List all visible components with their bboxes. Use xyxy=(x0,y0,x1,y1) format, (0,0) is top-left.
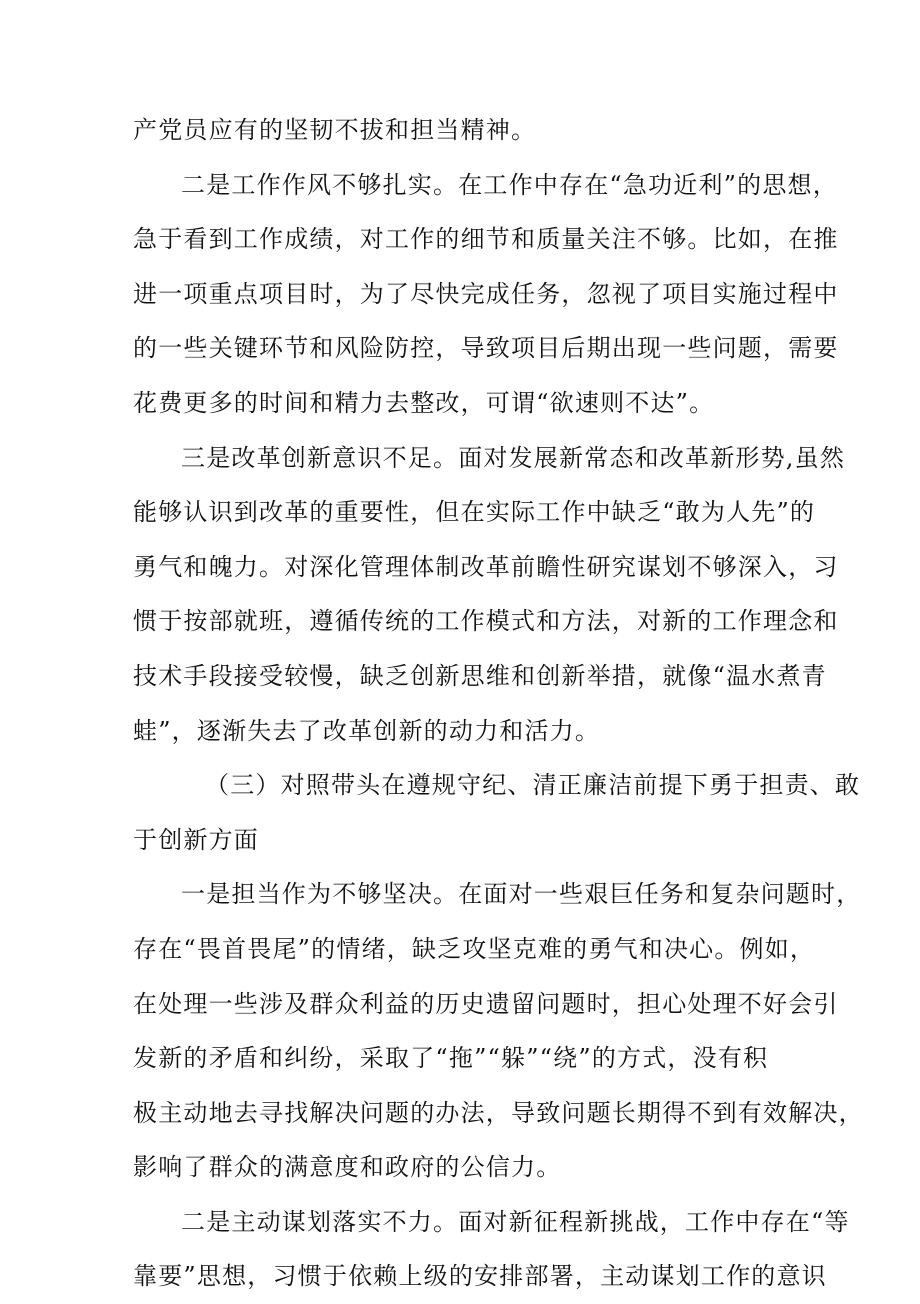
text-line: 蛙”，逐渐失去了改革创新的动力和活力。 xyxy=(133,716,601,745)
text-line: 技术手段接受较慢，缺乏创新思维和创新举措，就像“温水煮青 xyxy=(133,661,827,690)
text-line: 急于看到工作成绩，对工作的细节和质量关注不够。比如，在推 xyxy=(133,225,839,254)
text-line: 一是担当作为不够坚决。在面对一些艰巨任务和复杂问题时， xyxy=(181,880,862,909)
text-line: 三是改革创新意识不足。面对发展新常态和改革新形势,虽然 xyxy=(181,443,846,472)
section-heading-continued: 于创新方面 xyxy=(133,825,259,854)
text-line: 花费更多的时间和精力去整改，可谓“欲速则不达”。 xyxy=(133,388,715,417)
text-line: 进一项重点项目时，为了尽快完成任务，忽视了项目实施过程中 xyxy=(133,279,839,308)
text-line: 产党员应有的坚韧不拔和担当精神。 xyxy=(133,116,537,144)
text-line: 靠要”思想，习惯于依赖上级的安排部署，主动谋划工作的意识 xyxy=(133,1262,827,1291)
text-line: 存在“畏首畏尾”的情绪，缺乏攻坚克难的勇气和决心。例如， xyxy=(133,934,816,963)
text-line: 勇气和魄力。对深化管理体制改革前瞻性研究谋划不够深入，习 xyxy=(133,552,839,581)
text-line: 能够认识到改革的重要性，但在实际工作中缺乏“敢为人先”的 xyxy=(133,498,816,527)
document-body xyxy=(133,103,864,1304)
text-line: 的一些关键环节和风险防控，导致项目后期出现一些问题，需要 xyxy=(133,334,839,363)
text-line: 影响了群众的满意度和政府的公信力。 xyxy=(133,1153,562,1182)
text-line: 二是工作作风不够扎实。在工作中存在“急功近利”的思想， xyxy=(181,170,838,199)
text-line: 二是主动谋划落实不力。面对新征程新挑战，工作中存在“等 xyxy=(181,1207,850,1236)
text-line: 在处理一些涉及群众利益的历史遗留问题时，担心处理不好会引 xyxy=(133,989,839,1018)
text-line: 发新的矛盾和纠纷，采取了“拖”“躲”“绕”的方式，没有积 xyxy=(133,1044,769,1073)
text-line: 惯于按部就班，遵循传统的工作模式和方法，对新的工作理念和 xyxy=(133,607,839,636)
text-line: 极主动地去寻找解决问题的办法，导致问题长期得不到有效解决， xyxy=(133,1098,864,1127)
section-heading: （三）对照带头在遵规守纪、清正廉洁前提下勇于担责、敢 xyxy=(205,771,861,800)
